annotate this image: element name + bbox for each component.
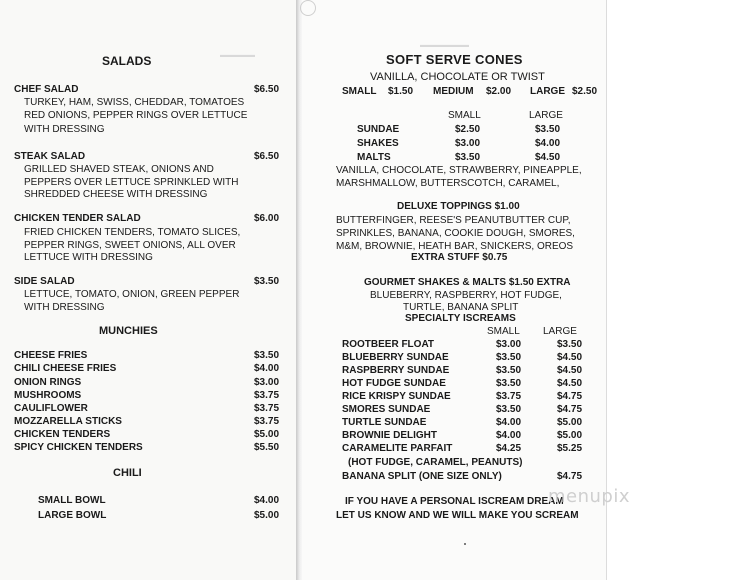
price-large: $4.75 [557,391,583,402]
menu-item-desc: LETTUCE WITH DRESSING [24,252,153,263]
parfait-note: (HOT FUDGE, CARAMEL, PEANUTS) [348,457,523,468]
menu-item-name: CHILI CHEESE FRIES [14,363,117,374]
menu-item-price: $4.00 [254,363,280,374]
cones-heading: SOFT SERVE CONES [386,52,523,67]
menu-item-desc: TURKEY, HAM, SWISS, CHEDDAR, TOMATOES [24,97,245,108]
price-small: $3.50 [496,352,522,363]
size-label: LARGE [530,86,565,97]
size-label: MEDIUM [433,86,474,97]
watermark: menupix [548,486,631,507]
flavor-list: MARSHMALLOW, BUTTERSCOTCH, CARAMEL, [336,178,560,189]
menu-item-desc: RED ONIONS, PEPPER RINGS OVER LETTUCE [24,110,248,121]
price-small: $3.50 [496,404,522,415]
menu-item-price: $3.75 [254,416,280,427]
price-large: $5.00 [557,430,583,441]
menu-item-price: $5.00 [254,429,280,440]
show-through: ▬▬▬▬▬ [220,52,255,59]
menu-item-name: SHAKES [357,138,399,149]
menu-item-desc: PEPPER RINGS, SWEET ONIONS, ALL OVER [24,240,236,251]
speck [464,543,466,545]
menu-item-name: RICE KRISPY SUNDAE [342,391,451,402]
price-large: $4.75 [557,404,583,415]
toppings-list: M&M, BROWNIE, HEATH BAR, SNICKERS, OREOS [336,241,574,252]
menu-item-name: ROOTBEER FLOAT [342,339,435,350]
menu-item-desc: PEPPERS OVER LETTUCE SPRINKLED WITH [24,177,239,188]
gourmet-list: TURTLE, BANANA SPLIT [403,302,519,313]
menu-item-price: $3.75 [254,390,280,401]
gourmet-list: BLUEBERRY, RASPBERRY, HOT FUDGE, [370,290,562,301]
menu-item-name: TURTLE SUNDAE [342,417,427,428]
price-large: $4.75 [557,471,583,482]
price-small: $3.75 [496,391,522,402]
menu-item-name: CHEF SALAD [14,84,79,95]
menu-item-desc: GRILLED SHAVED STEAK, ONIONS AND [24,164,214,175]
col-small-header: SMALL [448,110,481,121]
menu-item-name: CAULIFLOWER [14,403,88,414]
cones-subheading: VANILLA, CHOCOLATE OR TWIST [370,71,545,83]
binder-hole [300,0,316,16]
price-small: $3.00 [496,339,522,350]
price-large: $4.50 [557,365,583,376]
col-small-header: SMALL [487,326,520,337]
menu-item-price: $3.50 [254,350,280,361]
price-small: $3.00 [455,138,481,149]
gourmet-heading: GOURMET SHAKES & MALTS $1.50 EXTRA [364,277,571,288]
menu-item-name: HOT FUDGE SUNDAE [342,378,446,389]
flavor-list: VANILLA, CHOCOLATE, STRAWBERRY, PINEAPPLE, [336,165,582,176]
menu-item-price: $6.50 [254,151,280,162]
menu-item-desc: FRIED CHICKEN TENDERS, TOMATO SLICES, [24,227,241,238]
price-large: $3.50 [535,124,561,135]
menu-item-price: $3.00 [254,377,280,388]
menu-item-name: MOZZARELLA STICKS [14,416,122,427]
menu-item-name: BANANA SPLIT (ONE SIZE ONLY) [342,471,502,482]
menu-item-name: CHICKEN TENDER SALAD [14,213,141,224]
price-small: $3.50 [496,378,522,389]
menu-item-desc: LETTUCE, TOMATO, ONION, GREEN PEPPER [24,289,240,300]
price-large: $5.00 [557,417,583,428]
menu-item-name: MUSHROOMS [14,390,82,401]
size-price: $1.50 [388,86,414,97]
size-label: SMALL [342,86,377,97]
menu-item-desc: WITH DRESSING [24,302,105,313]
menu-item-name: CHICKEN TENDERS [14,429,111,440]
footer-line: IF YOU HAVE A PERSONAL ISCREAM DREAM [345,496,564,507]
menu-item-price: $6.00 [254,213,280,224]
menu-item-name: RASPBERRY SUNDAE [342,365,450,376]
menu-item-price: $3.75 [254,403,280,414]
salads-heading: SALADS [102,54,152,68]
price-large: $4.50 [557,352,583,363]
price-large: $5.25 [557,443,583,454]
price-small: $4.00 [496,417,522,428]
price-small: $4.25 [496,443,522,454]
menu-item-name: SUNDAE [357,124,400,135]
menu-item-name: SMALL BOWL [38,495,106,506]
footer-line: LET US KNOW AND WE WILL MAKE YOU SCREAM [336,510,579,521]
col-large-header: LARGE [529,110,563,121]
price-large: $4.50 [535,152,561,163]
price-small: $4.00 [496,430,522,441]
menu-item-name: LARGE BOWL [38,510,107,521]
toppings-list: BUTTERFINGER, REESE'S PEANUTBUTTER CUP, [336,215,571,226]
menu-item-name: CHEESE FRIES [14,350,88,361]
menu-item-desc: WITH DRESSING [24,124,105,135]
menu-item-name: CARAMELITE PARFAIT [342,443,453,454]
menu-item-price: $5.50 [254,442,280,453]
menu-item-name: SPICY CHICKEN TENDERS [14,442,143,453]
show-through: ▬▬▬▬▬▬▬ [420,42,469,49]
menu-item-name: SMORES SUNDAE [342,404,431,415]
menu-item-price: $4.00 [254,495,280,506]
specialty-heading: SPECIALTY ISCREAMS [405,313,516,324]
col-large-header: LARGE [543,326,577,337]
menu-item-name: BROWNIE DELIGHT [342,430,437,441]
price-small: $3.50 [455,152,481,163]
menu-item-desc: SHREDDED CHEESE WITH DRESSING [24,189,208,200]
menu-item-name: ONION RINGS [14,377,82,388]
size-price: $2.50 [572,86,598,97]
price-small: $2.50 [455,124,481,135]
price-large: $4.50 [557,378,583,389]
toppings-heading: DELUXE TOPPINGS $1.00 [397,201,520,212]
toppings-list: SPRINKLES, BANANA, COOKIE DOUGH, SMORES, [336,228,575,239]
menu-item-name: STEAK SALAD [14,151,86,162]
menu-item-name: SIDE SALAD [14,276,75,287]
size-price: $2.00 [486,86,512,97]
chili-heading: CHILI [113,467,142,479]
menu-item-name: BLUEBERRY SUNDAE [342,352,449,363]
menu-item-price: $3.50 [254,276,280,287]
price-large: $4.00 [535,138,561,149]
price-large: $3.50 [557,339,583,350]
price-small: $3.50 [496,365,522,376]
munchies-heading: MUNCHIES [99,325,158,337]
menu-item-price: $6.50 [254,84,280,95]
menu-item-price: $5.00 [254,510,280,521]
menu-item-name: MALTS [357,152,391,163]
extra-stuff: EXTRA STUFF $0.75 [411,252,508,263]
